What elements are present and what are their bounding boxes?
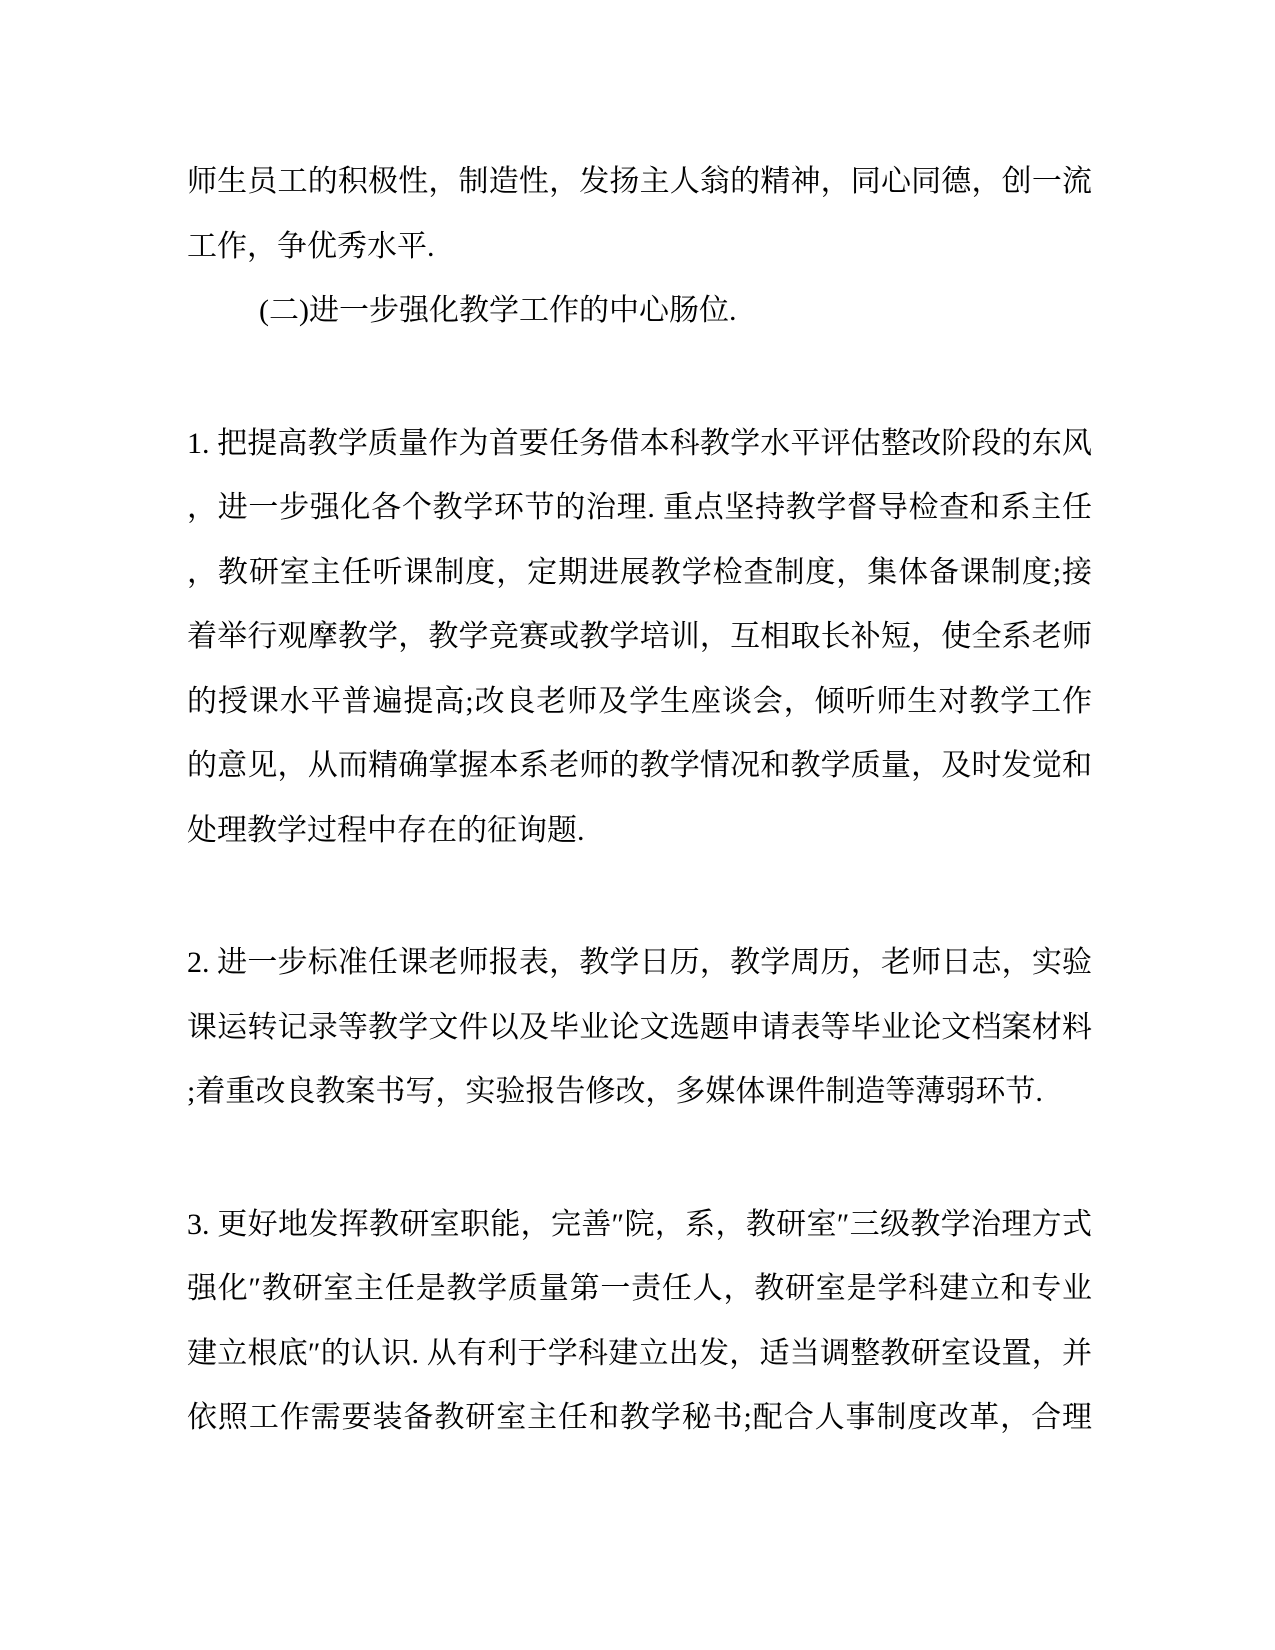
paragraph [187,412,1092,864]
paragraph [187,931,1092,1125]
text-line: 1. 把提高教学质量作为首要任务借本科教学水平评估整改阶段的东风 [187,426,1092,460]
text-line: 的授课水平普遍提高;改良老师及学生座谈会，倾听师生对教学工作 [187,684,1092,718]
text-line: 工作，争优秀水平. [187,229,435,263]
text-line: 建立根底″的认识. 从有利于学科建立出发，适当调整教研室设置，并 [187,1336,1092,1370]
paragraph [187,150,1092,279]
text-line: 依照工作需要装备教研室主任和教学秘书;配合人事制度改革，合理 [187,1401,1092,1434]
text-line: ;着重改良教案书写，实验报告修改，多媒体课件制造等薄弱环节. [187,1075,1043,1108]
text-line: 的意见，从而精确掌握本系老师的教学情况和教学质量，及时发觉和 [187,749,1092,782]
text-line: 2. 进一步标准任课老师报表，教学日历，教学周历，老师日志，实验 [187,946,1092,979]
paragraph [187,279,1092,344]
text-line: 课运转记录等教学文件以及毕业论文选题申请表等毕业论文档案材料 [187,1010,1092,1044]
document-content [187,150,1092,1451]
text-line: 3. 更好地发挥教研室职能，完善″院，系，教研室″三级教学治理方式 [187,1207,1092,1241]
text-line: (二)进一步强化教学工作的中心肠位. [259,294,737,327]
text-line: 处理教学过程中存在的征询题. [187,813,585,847]
text-line: ，进一步强化各个教学环节的治理. 重点坚持教学督导检查和系主任 [187,491,1092,524]
paragraph [187,1193,1092,1451]
text-line: ，教研室主任听课制度，定期进展教学检查制度，集体备课制度;接 [187,555,1092,589]
text-line: 强化″教研室主任是教学质量第一责任人，教研室是学科建立和专业 [187,1272,1092,1305]
text-line: 师生员工的积极性，制造性，发扬主人翁的精神，同心同德，创一流 [187,165,1092,198]
text-line: 着举行观摩教学，教学竞赛或教学培训，互相取长补短，使全系老师 [187,620,1092,653]
